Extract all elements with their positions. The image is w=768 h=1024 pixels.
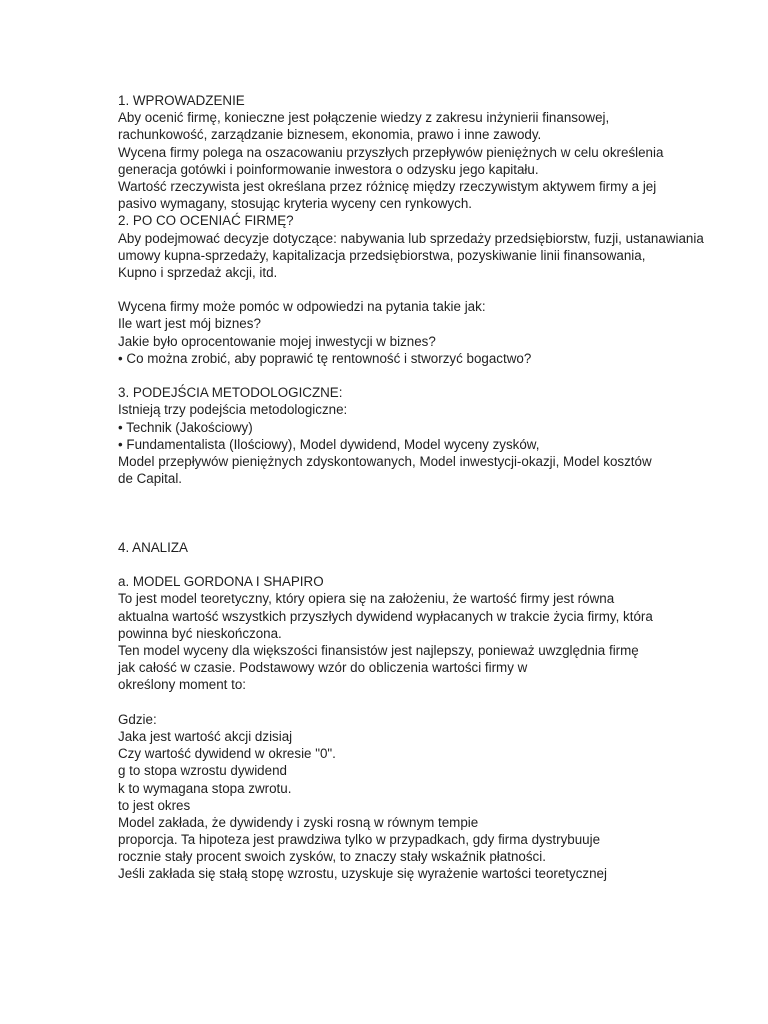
- bullet-line: • Fundamentalista (Ilościowy), Model dywidend, Model wyceny zysków,: [118, 436, 540, 452]
- question-line: Jakie było oprocentowanie mojej inwestycji w biznes?: [118, 333, 436, 349]
- document-page: [118, 92, 718, 883]
- paragraph-line: Kupno i sprzedaż akcji, itd.: [118, 264, 278, 280]
- paragraph-line: Wartość rzeczywista jest określana przez różnicę między rzeczywistym aktywem firmy a jej: [118, 178, 657, 194]
- where-line: to jest okres: [118, 797, 191, 813]
- section-3-heading: 3. PODEJŚCIA METODOLOGICZNE:: [118, 385, 343, 401]
- blank-line: [118, 694, 718, 711]
- paragraph-line: pasivo wymagany, stosując kryteria wyceny cen rynkowych.: [118, 196, 472, 212]
- question-line: Ile wart jest mój biznes?: [118, 316, 261, 332]
- where-line: Jaka jest wartość akcji dzisiaj: [118, 728, 293, 744]
- blank-line: [118, 487, 718, 521]
- where-line: Gdzie:: [118, 711, 157, 727]
- paragraph-line: umowy kupna-sprzedaży, kapitalizacja przedsiębiorstwa, pozyskiwanie linii finansowania,: [118, 247, 646, 263]
- paragraph-line: rachunkowość, zarządzanie biznesem, ekonomia, prawo i inne zawody.: [118, 127, 542, 143]
- paragraph-line: Jeśli zakłada się stałą stopę wzrostu, uzyskuje się wyrażenie wartości teoretycznej: [118, 866, 607, 882]
- paragraph-line: określony moment to:: [118, 677, 247, 693]
- paragraph-line: jak całość w czasie. Podstawowy wzór do obliczenia wartości firmy w: [118, 660, 528, 676]
- blank-line: [118, 367, 718, 384]
- paragraph-line: aktualna wartość wszystkich przyszłych dywidend wypłacanych w trakcie życia firmy, która: [118, 608, 653, 624]
- paragraph-line: de Capital.: [118, 471, 183, 487]
- section-2-heading: 2. PO CO OCENIAĆ FIRMĘ?: [118, 213, 294, 229]
- paragraph-line: Model zakłada, że dywidendy i zyski rosną w równym tempie: [118, 814, 479, 830]
- paragraph-line: Wycena firmy polega na oszacowaniu przyszłych przepływów pieniężnych w celu określenia: [118, 144, 664, 160]
- paragraph-line: Model przepływów pieniężnych zdyskontowanych, Model inwestycji-okazji, Model kosztów: [118, 453, 652, 469]
- question-line: Wycena firmy może pomóc w odpowiedzi na pytania takie jak:: [118, 299, 486, 315]
- paragraph-line: powinna być nieskończona.: [118, 625, 282, 641]
- where-line: k to wymagana stopa zwrotu.: [118, 780, 292, 796]
- where-line: g to stopa wzrostu dywidend: [118, 763, 287, 779]
- section-4-heading: 4. ANALIZA: [118, 539, 188, 555]
- where-line: Czy wartość dywidend w okresie "0".: [118, 746, 336, 762]
- paragraph-line: Istnieją trzy podejścia metodologiczne:: [118, 402, 348, 418]
- paragraph-line: Aby podejmować decyzje dotyczące: nabywania lub sprzedaży przedsiębiorstw, fuzji, ustanawiania: [118, 230, 704, 246]
- paragraph-line: proporcja. Ta hipoteza jest prawdziwa tylko w przypadkach, gdy firma dystrybuuje: [118, 832, 601, 848]
- blank-line: [118, 522, 718, 539]
- question-line: • Co można zrobić, aby poprawić tę rentowność i stworzyć bogactwo?: [118, 350, 532, 366]
- blank-line: [118, 556, 718, 573]
- paragraph-line: Aby ocenić firmę, konieczne jest połączenie wiedzy z zakresu inżynierii finansowej,: [118, 110, 610, 126]
- paragraph-line: Ten model wyceny dla większości finansistów jest najlepszy, ponieważ uwzględnia firmę: [118, 643, 639, 659]
- paragraph-line: To jest model teoretyczny, który opiera się na założeniu, że wartość firmy jest równa: [118, 591, 615, 607]
- section-1-heading: 1. WPROWADZENIE: [118, 93, 245, 108]
- subsection-heading: a. MODEL GORDONA I SHAPIRO: [118, 574, 324, 590]
- paragraph-line: generacja gotówki i poinformowanie inwestora o odzysku jego kapitału.: [118, 161, 539, 177]
- blank-line: [118, 281, 718, 298]
- bullet-line: • Technik (Jakościowy): [118, 419, 253, 435]
- paragraph-line: rocznie stały procent swoich zysków, to znaczy stały wskaźnik płatności.: [118, 849, 546, 865]
